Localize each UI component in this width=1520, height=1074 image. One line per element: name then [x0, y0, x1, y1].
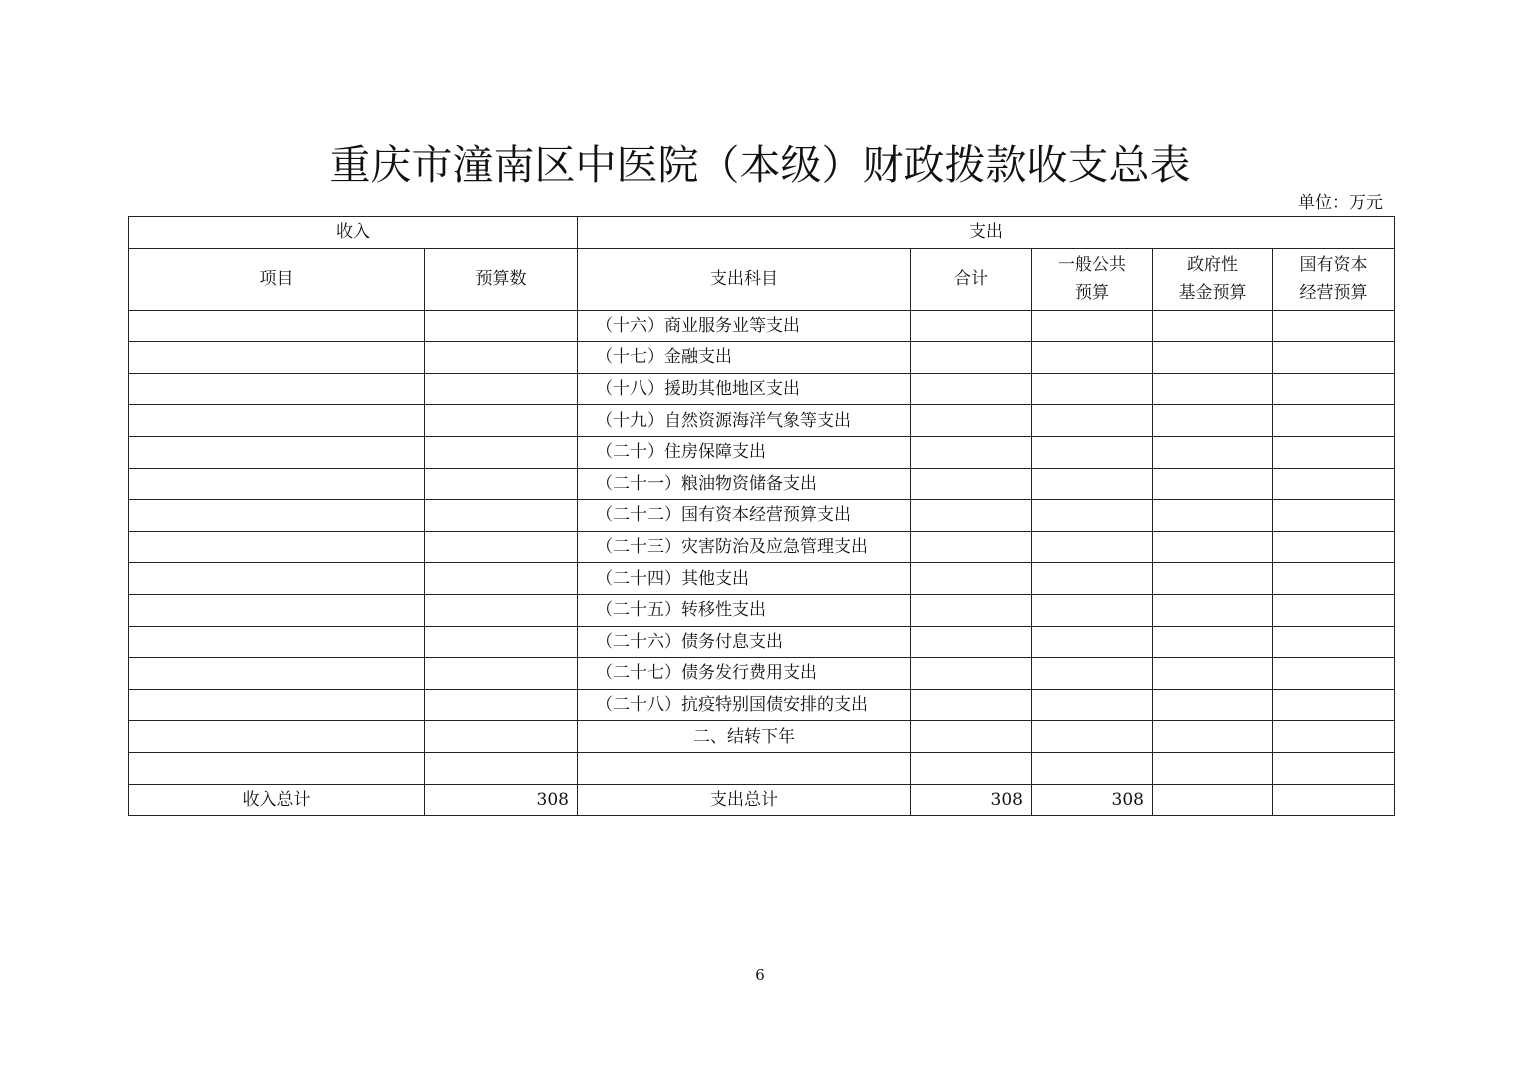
budget-cell — [425, 594, 578, 626]
table-row — [129, 563, 1395, 595]
page-title: 重庆市潼南区中医院（本级）财政拨款收支总表 — [329, 141, 1191, 189]
table-row — [129, 373, 1395, 405]
capital-cell — [1273, 658, 1395, 690]
fund-cell — [1153, 721, 1273, 753]
subject-cell: 二、结转下年 — [578, 721, 911, 753]
item-cell — [129, 531, 425, 563]
table-row — [129, 310, 1395, 342]
total-cell — [911, 594, 1032, 626]
capital-cell — [1273, 563, 1395, 595]
capital-budget-header — [1273, 248, 1395, 310]
budget-cell — [425, 626, 578, 658]
subject-cell: （十六）商业服务业等支出 — [578, 310, 911, 342]
item-cell — [129, 373, 425, 405]
header-row-1 — [129, 217, 1395, 249]
table-row — [129, 721, 1395, 753]
subject-cell: （十八）援助其他地区支出 — [578, 373, 911, 405]
general-cell — [1032, 500, 1153, 532]
item-cell — [129, 594, 425, 626]
subject-cell: （二十一）粮油物资储备支出 — [578, 468, 911, 500]
total-cell — [911, 752, 1032, 784]
item-cell — [129, 626, 425, 658]
capital-cell — [1273, 752, 1395, 784]
fund-cell — [1153, 531, 1273, 563]
fund-cell — [1153, 658, 1273, 690]
budget-cell — [425, 689, 578, 721]
table-row — [129, 594, 1395, 626]
general-cell — [1032, 531, 1153, 563]
header-row-2 — [129, 248, 1395, 310]
subject-cell: （二十八）抗疫特别国债安排的支出 — [578, 689, 911, 721]
budget-cell — [425, 658, 578, 690]
total-cell — [911, 531, 1032, 563]
budget-cell — [425, 468, 578, 500]
general-cell — [1032, 626, 1153, 658]
fund-cell — [1153, 689, 1273, 721]
item-header: 项目 — [129, 248, 425, 310]
table-row — [129, 342, 1395, 374]
total-cell — [911, 626, 1032, 658]
total-cell — [911, 373, 1032, 405]
capital-cell — [1273, 531, 1395, 563]
item-cell — [129, 752, 425, 784]
subject-cell: （十九）自然资源海洋气象等支出 — [578, 405, 911, 437]
item-cell — [129, 405, 425, 437]
subject-cell: （二十五）转移性支出 — [578, 594, 911, 626]
capital-budget-header-line2: 经营预算 — [1299, 283, 1368, 304]
total-cell — [911, 468, 1032, 500]
general-budget-header-line2: 预算 — [1075, 283, 1109, 304]
budget-cell — [425, 373, 578, 405]
item-cell — [129, 500, 425, 532]
subject-cell: （二十三）灾害防治及应急管理支出 — [578, 531, 911, 563]
total-cell — [911, 310, 1032, 342]
general-cell — [1032, 721, 1153, 753]
general-budget-header-line1: 一般公共 — [1058, 255, 1126, 276]
subject-cell: （二十七）债务发行费用支出 — [578, 658, 911, 690]
budget-header: 预算数 — [425, 248, 578, 310]
item-cell — [129, 563, 425, 595]
fund-budget-header — [1153, 248, 1273, 310]
capital-cell — [1273, 436, 1395, 468]
page-number: 6 — [755, 966, 765, 984]
item-cell — [129, 468, 425, 500]
general-cell — [1032, 658, 1153, 690]
capital-cell — [1273, 310, 1395, 342]
fund-cell — [1153, 373, 1273, 405]
table-row — [129, 752, 1395, 784]
capital-cell — [1273, 405, 1395, 437]
capital-cell — [1273, 721, 1395, 753]
totals-row — [129, 784, 1395, 816]
income-total-label: 收入总计 — [129, 784, 425, 816]
subject-cell: （二十四）其他支出 — [578, 563, 911, 595]
capital-cell — [1273, 468, 1395, 500]
budget-cell — [425, 563, 578, 595]
item-cell — [129, 310, 425, 342]
subject-header: 支出科目 — [578, 248, 911, 310]
item-cell — [129, 436, 425, 468]
total-cell — [911, 658, 1032, 690]
total-cell — [911, 689, 1032, 721]
general-cell — [1032, 689, 1153, 721]
general-cell — [1032, 310, 1153, 342]
budget-cell — [425, 531, 578, 563]
table-row — [129, 436, 1395, 468]
total-header: 合计 — [911, 248, 1032, 310]
total-cell — [911, 721, 1032, 753]
subject-cell: （二十）住房保障支出 — [578, 436, 911, 468]
fund-cell — [1153, 468, 1273, 500]
subject-cell: （十七）金融支出 — [578, 342, 911, 374]
fund-cell — [1153, 563, 1273, 595]
table-row — [129, 405, 1395, 437]
subject-cell: （二十二）国有资本经营预算支出 — [578, 500, 911, 532]
capital-cell — [1273, 626, 1395, 658]
general-cell — [1032, 752, 1153, 784]
total-cell — [911, 563, 1032, 595]
fund-cell — [1153, 594, 1273, 626]
subject-cell: （二十六）债务付息支出 — [578, 626, 911, 658]
subject-cell — [578, 752, 911, 784]
capital-cell — [1273, 594, 1395, 626]
capital-cell — [1273, 373, 1395, 405]
total-cell — [911, 436, 1032, 468]
budget-cell — [425, 721, 578, 753]
capital-budget-header-line1: 国有资本 — [1299, 255, 1368, 276]
expense-total-label: 支出总计 — [578, 784, 911, 816]
general-cell — [1032, 594, 1153, 626]
income-total-value: 308 — [425, 784, 578, 816]
table-row — [129, 626, 1395, 658]
fund-cell — [1153, 436, 1273, 468]
general-total-value: 308 — [1032, 784, 1153, 816]
budget-cell — [425, 500, 578, 532]
capital-cell — [1273, 342, 1395, 374]
capital-cell — [1273, 689, 1395, 721]
general-cell — [1032, 342, 1153, 374]
total-cell — [911, 405, 1032, 437]
budget-cell — [425, 436, 578, 468]
fund-cell — [1153, 500, 1273, 532]
budget-cell — [425, 752, 578, 784]
fund-cell — [1153, 626, 1273, 658]
budget-cell — [425, 405, 578, 437]
fund-budget-header-line1: 政府性 — [1187, 255, 1238, 276]
fund-cell — [1153, 405, 1273, 437]
general-budget-header — [1032, 248, 1153, 310]
table-row — [129, 468, 1395, 500]
general-cell — [1032, 373, 1153, 405]
item-cell — [129, 658, 425, 690]
general-cell — [1032, 563, 1153, 595]
table-row — [129, 658, 1395, 690]
table-row — [129, 500, 1395, 532]
budget-cell — [425, 310, 578, 342]
expense-header: 支出 — [578, 217, 1395, 249]
fund-total-value — [1153, 784, 1273, 816]
income-header: 收入 — [129, 217, 578, 249]
budget-table — [128, 216, 1395, 816]
total-cell — [911, 342, 1032, 374]
unit-label: 单位：万元 — [1298, 193, 1383, 213]
general-cell — [1032, 436, 1153, 468]
item-cell — [129, 342, 425, 374]
general-cell — [1032, 468, 1153, 500]
budget-cell — [425, 342, 578, 374]
item-cell — [129, 689, 425, 721]
fund-cell — [1153, 310, 1273, 342]
table-row — [129, 531, 1395, 563]
fund-cell — [1153, 342, 1273, 374]
capital-cell — [1273, 500, 1395, 532]
fund-cell — [1153, 752, 1273, 784]
table-row — [129, 689, 1395, 721]
general-cell — [1032, 405, 1153, 437]
item-cell — [129, 721, 425, 753]
capital-total-value — [1273, 784, 1395, 816]
fund-budget-header-line2: 基金预算 — [1178, 283, 1247, 304]
total-cell — [911, 500, 1032, 532]
expense-total-value: 308 — [911, 784, 1032, 816]
